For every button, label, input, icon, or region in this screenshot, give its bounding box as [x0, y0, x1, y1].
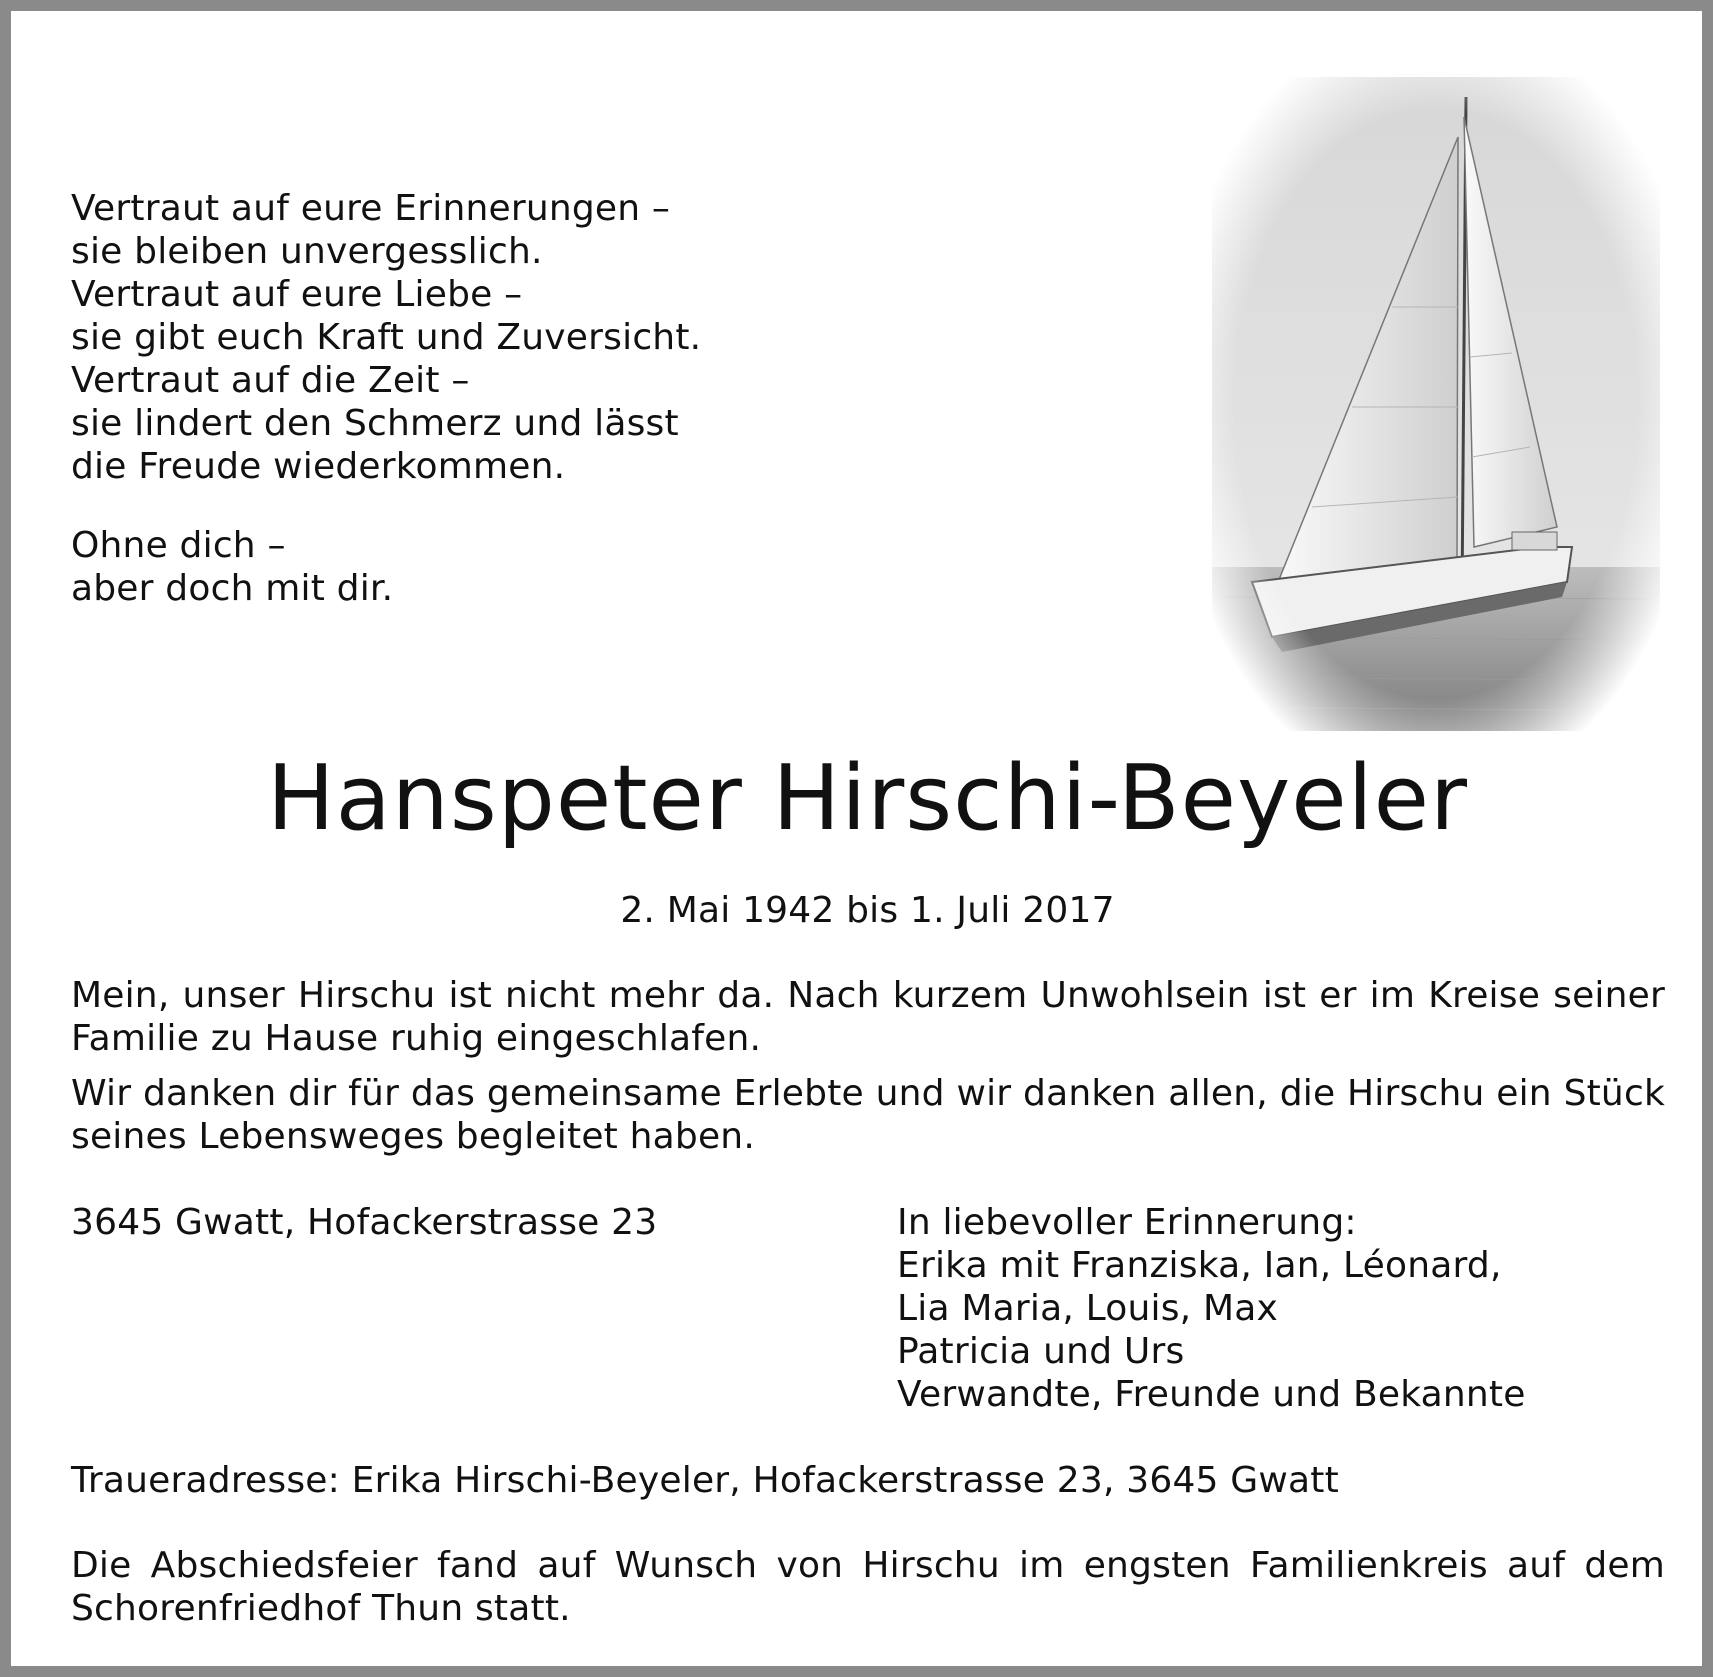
memory-line: Lia Maria, Louis, Max — [897, 1288, 1278, 1329]
poem-line: sie lindert den Schmerz und lässt — [71, 403, 679, 444]
memory-line: Verwandte, Freunde und Bekannte — [897, 1374, 1526, 1415]
poem-closing-line: aber doch mit dir. — [71, 568, 394, 609]
farewell-paragraph: Die Abschiedsfeier fand auf Wunsch von Hirschu im engsten Familienkreis auf dem Schorenfriedhof Thun statt. — [71, 1545, 1665, 1629]
poem-line: Vertraut auf eure Liebe – — [71, 274, 523, 315]
poem-line: die Freude wiederkommen. — [71, 446, 566, 487]
poem-line: sie gibt euch Kraft und Zuversicht. — [71, 317, 702, 358]
poem — [71, 187, 771, 488]
deceased-name: Hanspeter Hirschi-Beyeler — [266, 746, 1469, 851]
poem-line: Vertraut auf eure Erinnerungen – — [71, 188, 671, 229]
sailboat-photo — [1212, 77, 1660, 731]
life-dates: 2. Mai 1942 bis 1. Juli 2017 — [620, 890, 1115, 931]
body-paragraph: Mein, unser Hirschu ist nicht mehr da. Nach kurzem Unwohlsein ist er im Kreise seiner Familie zu Hause ruhig eingeschlafen. — [71, 975, 1665, 1059]
poem-closing-line: Ohne dich – — [71, 525, 286, 566]
body-paragraph: Wir danken dir für das gemeinsame Erlebte und wir danken allen, die Hirschu ein Stück seines Lebensweges begleitet haben. — [71, 1073, 1665, 1157]
memory-line: Erika mit Franziska, Ian, Léonard, — [897, 1245, 1502, 1286]
memory-line: Patricia und Urs — [897, 1331, 1185, 1372]
memory-block — [897, 1201, 1677, 1416]
poem-line: sie bleiben unvergesslich. — [71, 231, 543, 272]
mourning-address: Traueradresse: Erika Hirschi-Beyeler, Hofackerstrasse 23, 3645 Gwatt — [71, 1460, 1339, 1501]
memory-heading: In liebevoller Erinnerung: — [897, 1202, 1357, 1243]
home-address: 3645 Gwatt, Hofackerstrasse 23 — [71, 1202, 658, 1243]
poem-closing — [71, 524, 771, 610]
poem-line: Vertraut auf die Zeit – — [71, 360, 470, 401]
